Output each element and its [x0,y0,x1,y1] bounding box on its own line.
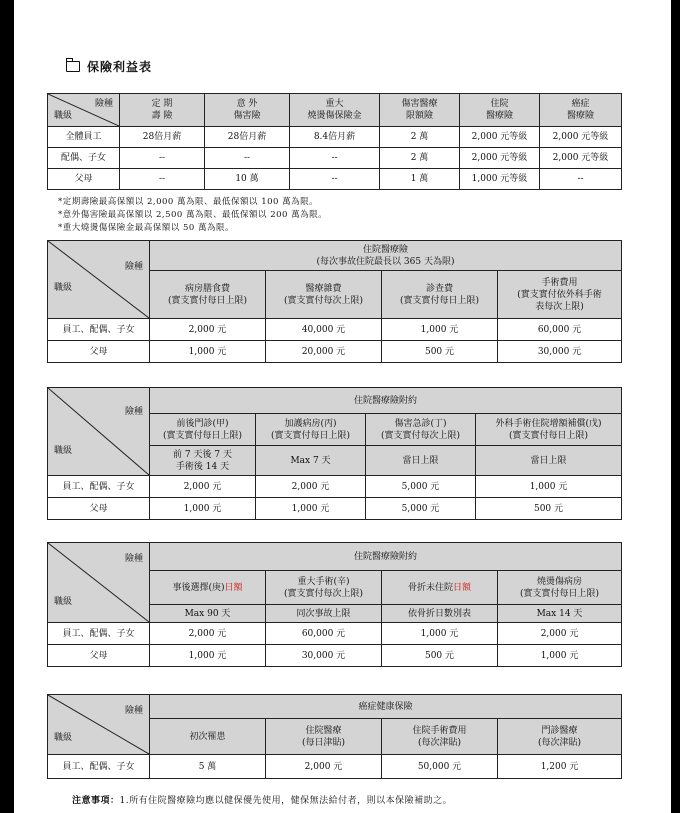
hospital-medical-table: 險種 職級 住院醫療險 (每次事故住院最長以 365 天為限) 病房膳食費 (實支實付每日上限) 醫療雜費 (實支實付每次上限) 診查費 (實支實付每日上限) 手術費用 (實支實付依外科手術 表每次上限) 員工、配偶、子女 2,000 元 40,000 元 1,000 元 60,000 元 父母 1,000 元 20,000 元 500 元 30,000 元 [47,240,622,363]
col-header-injury-medical: 傷害醫療 限額險 [380,94,460,127]
corner-header: 險種 職級 [48,94,120,127]
group-header: 住院醫療險 (每次事故住院最長以 365 天為限) [150,241,622,271]
table-row: 父母 1,000 元 1,000 元 5,000 元 500 元 [48,498,622,520]
hospital-rider-table-2: 險種 職級 住院醫療險附約 事後選擇(庚)日額 重大手術(辛) (實支實付每次上限) 骨折未住院日額 燒燙傷病房 (實支實付每日上限) Max 90 天 同次事故上限 依骨折日數別表 Max 14 天 員工、配偶、子女 2,000 元 60,000 元 1,000 元 2,000 元 父母 1,000 元 30,000 元 500 元 1,000 元 [47,542,622,667]
table-row: 配偶、子女 -- -- -- 2 萬 2,000 元等級 2,000 元等級 [48,148,622,169]
corner-header: 險種 職級 [48,388,150,476]
page-title: 保險利益表 [66,58,152,75]
table-notes: *定期壽險最高保額以 2,000 萬為限、最低保額以 100 萬為限。 *意外傷害險最高保額以 2,500 萬為限、最低保額以 200 萬為限。 *重大燒燙傷保險金最高保額以 50 萬為限。 [58,197,328,233]
summary-table [47,93,622,190]
folder-icon [66,61,80,72]
col-header-accident: 意 外 傷害險 [205,94,290,127]
table-row: 員工、配偶、子女 5 萬 2,000 元 50,000 元 1,200 元 [48,755,622,779]
col-header-hospital: 住院 醫療險 [460,94,540,127]
table-row: 員工、配偶、子女 2,000 元 2,000 元 5,000 元 1,000 元 [48,476,622,498]
table-row: 全體員工 28倍月薪 28倍月薪 8.4倍月薪 2 萬 2,000 元等級 2,000 元等級 [48,127,622,148]
table-row: 父母 1,000 元 20,000 元 500 元 30,000 元 [48,341,622,363]
corner-header: 險種 職級 [48,543,150,623]
hospital-rider-table-1: 險種 職級 住院醫療險附約 前後門診(甲) (實支實付每日上限) 加護病房(丙) (實支實付每日上限) 傷害急診(丁) (實支實付每次上限) 外科手術住院增額補償(戊) (實支實付每日上限) 前 7 天後 7 天 手術後 14 天 Max 7 天 當日上限 當日上限 員工、配偶、子女 2,000 元 2,000 元 5,000 元 1,000 元 父母 1,000 元 1,000 元 5,000 元 500 元 [47,387,622,520]
table-row: 父母 -- 10 萬 -- 1 萬 1,000 元等級 -- [48,169,622,190]
table-row: 員工、配偶、子女 2,000 元 40,000 元 1,000 元 60,000 元 [48,319,622,341]
table-row: 員工、配偶、子女 2,000 元 60,000 元 1,000 元 2,000 元 [48,623,622,645]
document-page [14,0,671,813]
cancer-health-table: 險種 職級 癌症健康保險 初次罹患 住院醫療 (每日津貼) 住院手術費用 (每次津貼) 門診醫療 (每次津貼) 員工、配偶、子女 5 萬 2,000 元 50,000 元 1,200 元 [47,694,622,779]
corner-header: 險種 職級 [48,241,150,319]
table-row: 父母 1,000 元 30,000 元 500 元 1,000 元 [48,645,622,667]
group-header: 癌症健康保險 [150,695,622,719]
corner-header: 險種 職級 [48,695,150,755]
col-header-term-life: 定 期 壽 險 [120,94,205,127]
col-header-cancer: 癌症 醫療險 [540,94,622,127]
group-header: 住院醫療險附約 [150,543,622,571]
footer-note: 注意事項：1.所有住院醫療險均應以健保優先使用，健保無法給付者，則以本保險補助之。 [72,796,453,806]
col-header-burn: 重大 燒燙傷保險金 [290,94,380,127]
group-header: 住院醫療險附約 [150,388,622,414]
